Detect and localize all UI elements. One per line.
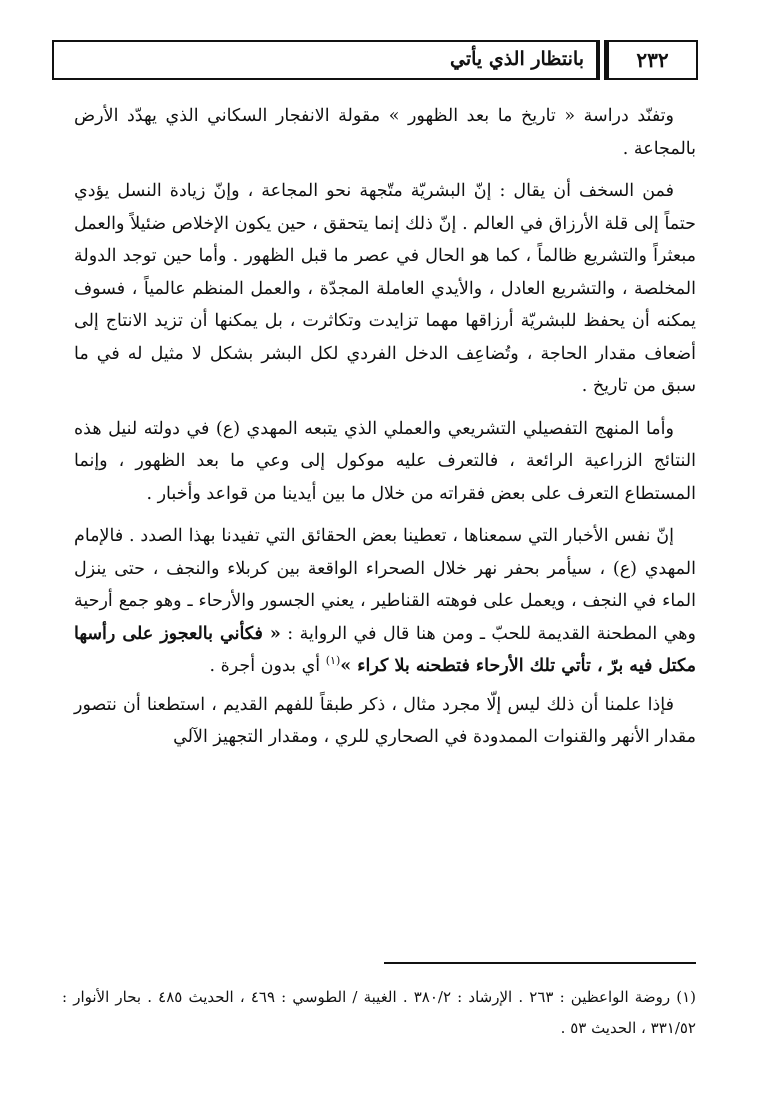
paragraph-4-end: أي بدون أجرة . — [209, 656, 321, 676]
page-header — [52, 40, 698, 82]
paragraph-3: وأما المنهج التفصيلي التشريعي والعملي الذي يتبعه المهدي (ع) في دولته لنيل هذه النتائج الزراعية الرائعة ، فالتعرف عليه موكول إلى وعي ما بعد الظهور ، وإنما المستطاع التعرف على بعض فقراته من خلال ما بين أيدينا من قواعد وأخبار . — [74, 418, 696, 504]
page-number: ٢٣٢ — [636, 48, 669, 72]
running-title: بانتظار الذي يأتي — [450, 48, 584, 70]
paragraph-5: فإذا علمنا أن ذلك ليس إلّا مجرد مثال ، ذكر طبقاً للفهم القديم ، استطعنا أن نتصور مقدار الأنهر والقنوات الممدودة في الصحاري للري ، ومقدار التجهيز الآلي — [74, 694, 696, 747]
footnote-1: (١) روضة الواعظين : ٢٦٣ . الإرشاد : ٣٨٠/٢ . الغيبة / الطوسي : ٤٦٩ ، الحديث ٤٨٥ . بحار الأنوار : ٣٣١/٥٢ ، الحديث ٥٣ . — [62, 988, 696, 1037]
paragraph-2: فمن السخف أن يقال : إنّ البشريّة متّجهة نحو المجاعة ، وإنّ زيادة النسل يؤدي حتماً إلى قلة الأرزاق في العالم . إنّ ذلك إنما يتحقق ، حين يكون الإخلاص ضئيلاً والعمل مبعثراً والتشريع ظالماً ، كما هو الحال في عصر ما قبل الظهور . وأما حين توجد الدولة المخلصة ، والتشريع العادل ، والأيدي العاملة المجدّة ، والعمل المنظم عالمياً ، فسوف يمكنه أن يحفظ للبشريّة أرزاقها مهما تزايدت وتكاثرت ، بل يمكنها أن تزيد الانتاج إلى أضعاف مقدار الحاجة ، وتُضاعِف الدخل الفردي لكل البشر بشكل لا مثيل له في ما سبق من تاريخ . — [74, 181, 696, 396]
paragraph-4-text: إنّ نفس الأخبار التي سمعناها ، تعطينا بعض الحقائق التي تفيدنا بهذا الصدد . فالإمام المهدي (ع) ، سيأمر بحفر نهر خلال الصحراء الواقعة بين كربلاء والنجف ، حتى ينزل الماء في النجف ، ويعمل على فوهته القناطير ، يعني الجسور والأرحاء ـ وهو جمع أرحية وهي المطحنة القديمة للحبّ ـ ومن هنا قال في الرواية : — [74, 526, 696, 644]
footnote-divider — [384, 962, 696, 964]
footnotes — [62, 982, 696, 1044]
paragraph-1: وتفنّد دراسة « تاريخ ما بعد الظهور » مقولة الانفجار السكاني الذي يهدّد الأرض بالمجاعة . — [74, 106, 696, 159]
narration-quote: « فكأني بالعجوز على رأسها مكتل فيه برّ ، تأتي تلك الأرحاء فتطحنه بلا كراء » — [74, 623, 696, 676]
page-body — [74, 100, 696, 764]
paragraph-4 — [74, 520, 696, 683]
page-number-box — [604, 40, 698, 80]
footnote-ref-1: (١) — [325, 654, 341, 668]
running-title-box — [52, 40, 600, 80]
